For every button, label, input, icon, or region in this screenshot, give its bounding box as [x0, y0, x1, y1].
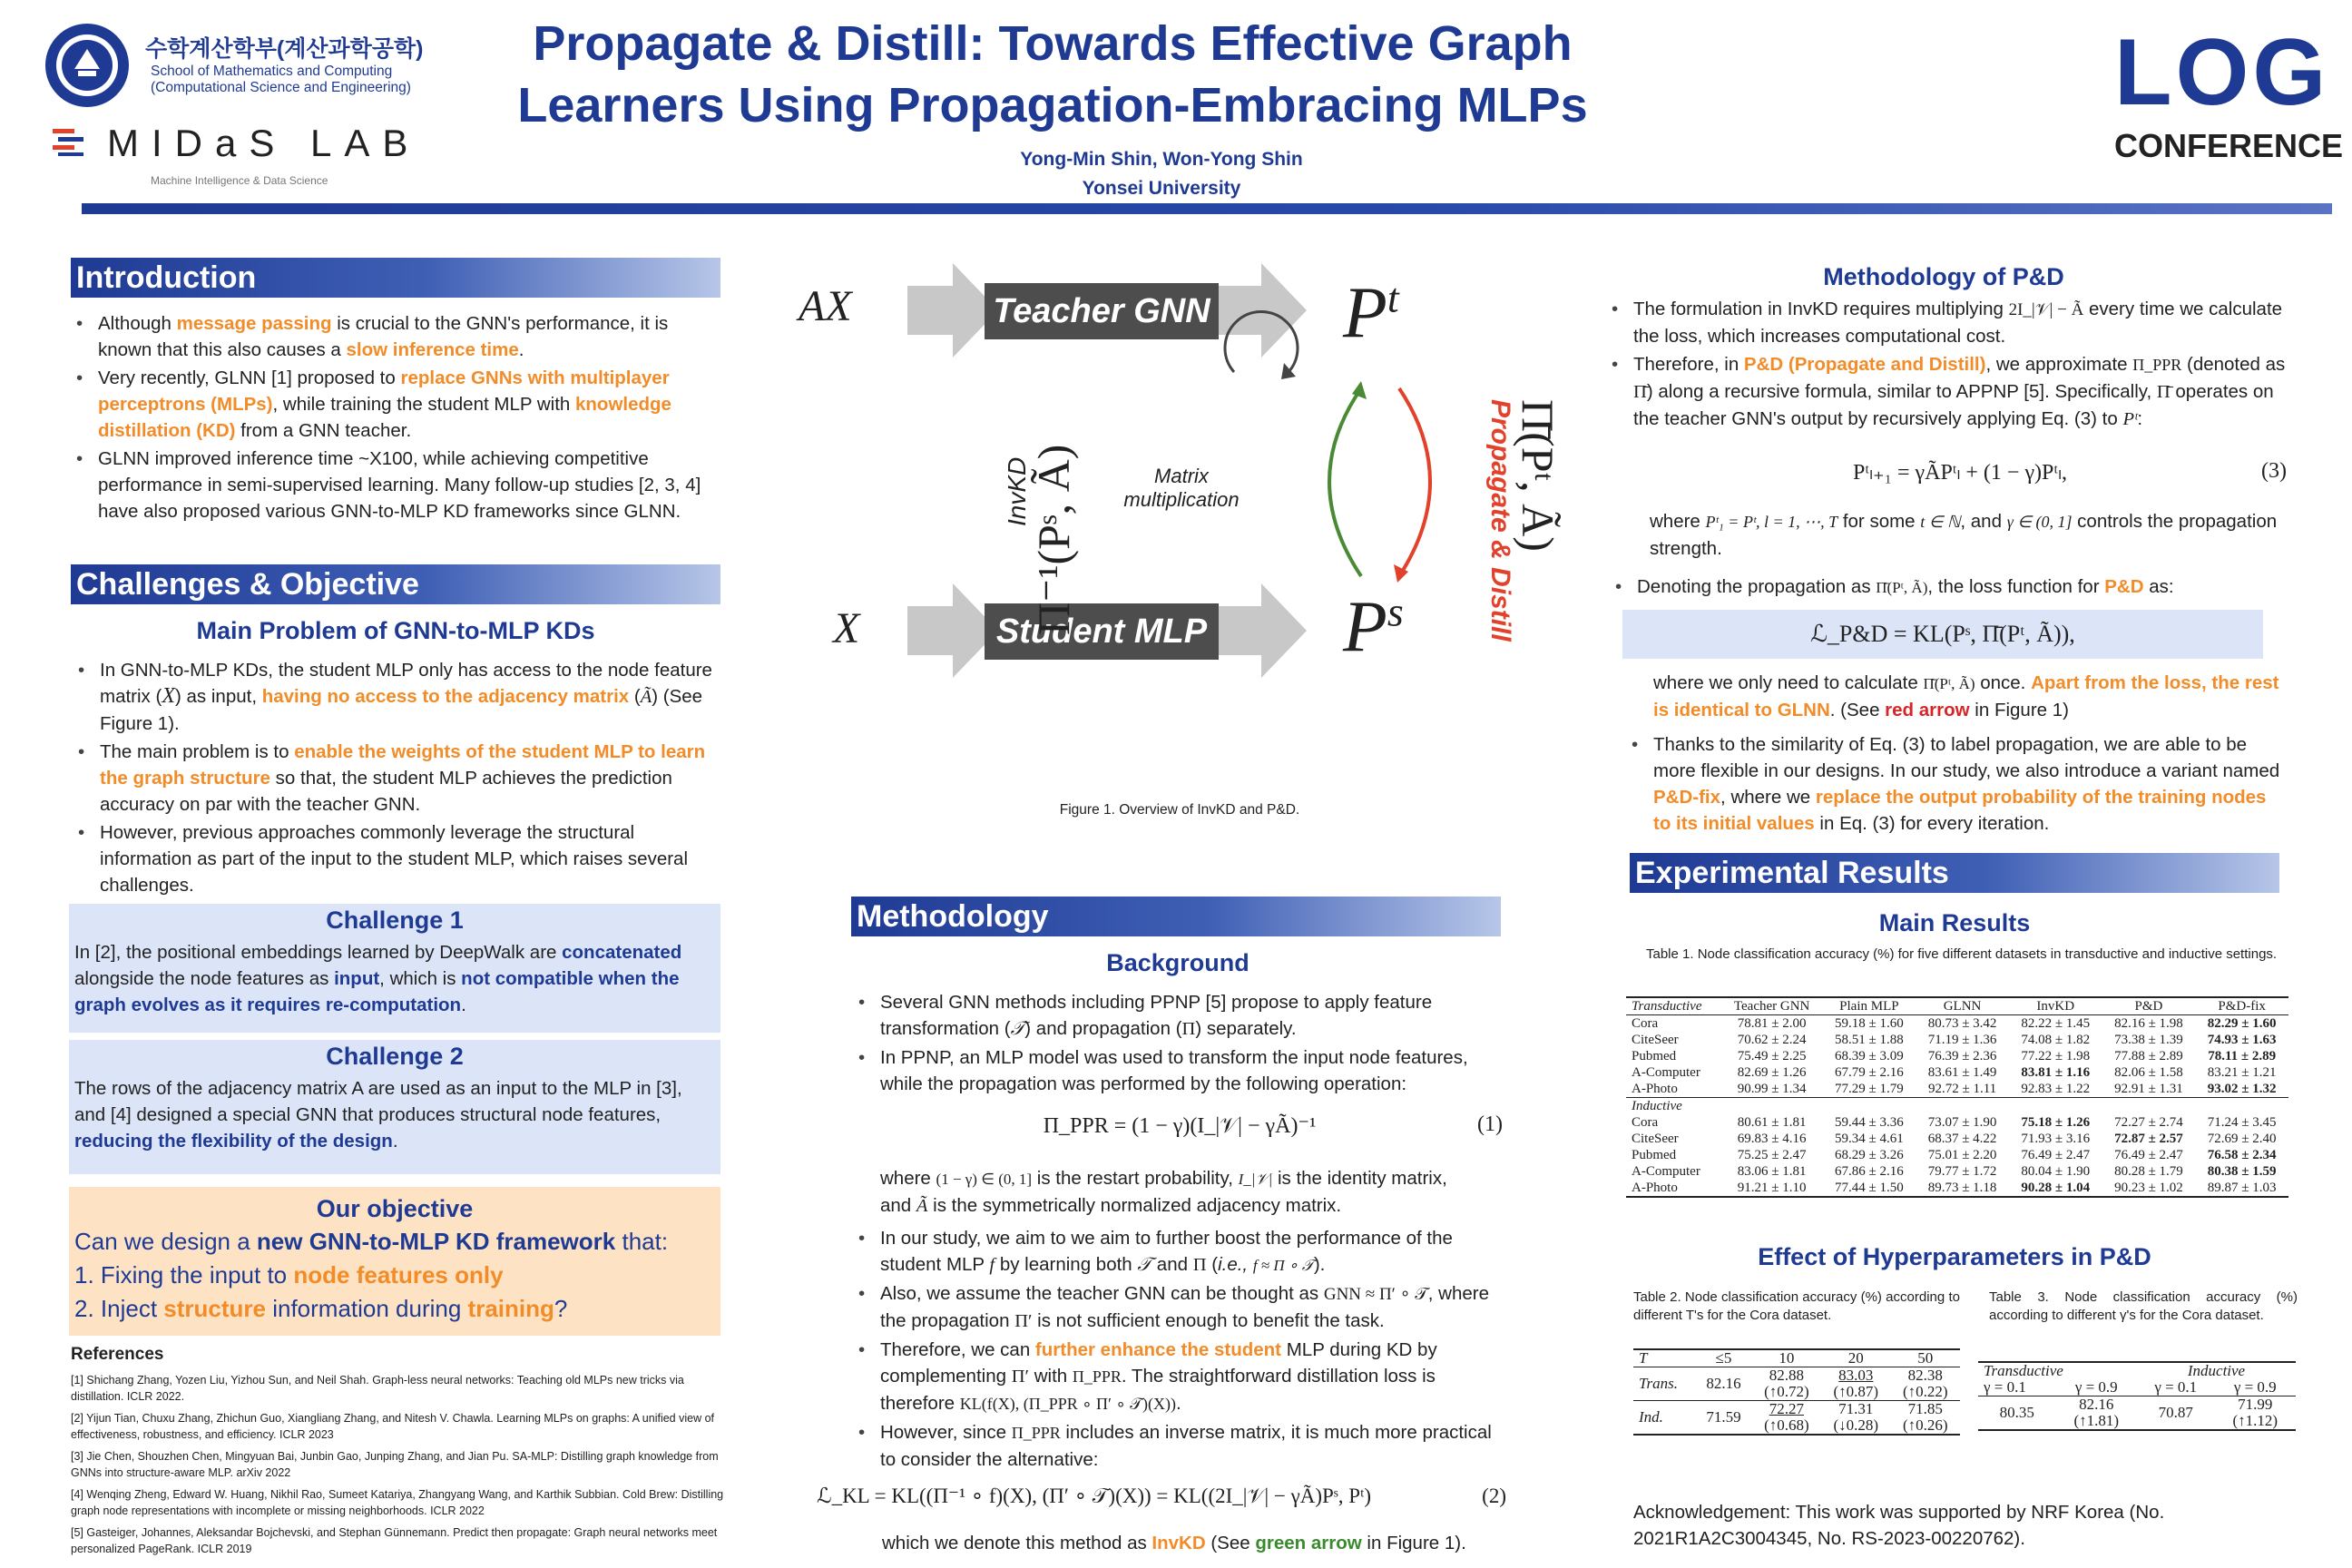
pd-bullet-2: • Therefore, in P&D (Propagate and Distill), we approximate Π_PPR (denoted as Π̄) along a recursive formula, similar to APPNP [5]. Specifically, Π̄ operates on the teacher GNN's output by recursively applying Eq. (3) to Pᵗ:	[1606, 351, 2296, 433]
title-line-1: Propagate & Distill: Towards Effective Graph	[533, 16, 1573, 71]
table-1-header: Transductive	[1632, 999, 1702, 1014]
reference-item: [1] Shichang Zhang, Yozen Liu, Yizhou Sun, and Neil Shah. Graph-less neural networks: Teaching old MLPs new tricks via distillation. ICLR 2022.	[71, 1374, 684, 1403]
table-1-cell: 72.87 ± 2.57	[2114, 1132, 2183, 1146]
intro-list	[71, 310, 706, 526]
references-list	[71, 1372, 724, 1557]
invkd-label: InvKD	[1003, 456, 1031, 526]
table-1-cell: 82.29 ± 1.60	[2207, 1016, 2277, 1031]
table-3-header: γ = 0.9	[2233, 1378, 2277, 1396]
table-1-cell: Cora	[1632, 1016, 1659, 1031]
eq-1-where: where (1 − γ) ∈ (0, 1] is the restart probability, I_|𝒱| is the identity matrix, and Ã is the symmetrically normalized adjacency matrix.	[880, 1168, 1447, 1216]
fig-ps-label: $P^s$	[1343, 587, 1404, 667]
table-2-cell: 71.85 (↑0.26)	[1902, 1400, 1948, 1434]
pd-bullet-4: • Thanks to the similarity of Eq. (3) to label propagation, we are able to be more flexible in our designs. In our study, we also introduce a variant named P&D-fix, where we replace the output probability of the training nodes to its initial values in Eq. (3) for every iteration.	[1626, 731, 2288, 837]
background-bullet-4: • Also, we assume the teacher GNN can be thought as GNN ≈ Π′ ∘ 𝒯, where the propagation Π′ is not sufficient enough to benefit the task.	[853, 1280, 1506, 1335]
table-1-cell: 76.39 ± 2.36	[1927, 1049, 1997, 1063]
table-1-cell: 74.93 ± 1.63	[2207, 1033, 2277, 1047]
table-1-cell: 71.24 ± 3.45	[2207, 1115, 2277, 1130]
table-3-cell: 70.87	[2158, 1404, 2193, 1421]
table-1-header: Teacher GNN	[1733, 999, 1810, 1014]
table-1-cell: 92.91 ± 1.31	[2114, 1082, 2183, 1096]
table-3-header: γ = 0.9	[2074, 1378, 2118, 1396]
table-1-cell: 71.93 ± 3.16	[2021, 1132, 2091, 1146]
lab-subtitle: Machine Intelligence & Data Science	[151, 174, 328, 187]
table-1-cell: 83.61 ± 1.49	[1927, 1065, 1997, 1080]
table-1-cell: 77.44 ± 1.50	[1835, 1181, 1904, 1195]
table-3-header: γ = 0.1	[2154, 1378, 2198, 1396]
hyperparameters-heading: Effect of Hyperparameters in P&D	[1758, 1243, 2151, 1270]
pd-list-3	[1626, 731, 2288, 838]
table-1-cell: Pubmed	[1632, 1049, 1677, 1063]
header-rule	[82, 203, 2332, 214]
table-2-row-label: Ind.	[1639, 1408, 1663, 1426]
eq-2-after: which we denote this method as InvKD (See green arrow in Figure 1).	[882, 1533, 1466, 1553]
table-1-cell: 67.79 ± 2.16	[1835, 1065, 1904, 1080]
background-bullet-3: • In our study, we aim to we aim to further boost the performance of the student MLP f by learning both 𝒯 and Π (i.e., f ≈ Π ∘ 𝒯).	[853, 1225, 1506, 1279]
challenge-2-title: Challenge 2	[326, 1043, 464, 1070]
university-logo	[44, 22, 131, 109]
figure-1	[780, 254, 1597, 681]
figure-1-caption: Figure 1. Overview of InvKD and P&D.	[1059, 802, 1300, 818]
table-1-cell: 89.87 ± 1.03	[2207, 1181, 2277, 1195]
table-1-cell: 58.51 ± 1.88	[1835, 1033, 1904, 1047]
table-2-cell: 82.88 (↑0.72)	[1764, 1367, 1809, 1400]
background-bullet-6: • However, since Π_PPR includes an inverse matrix, it is much more practical to consider the alternative:	[853, 1419, 1506, 1473]
table-2	[1633, 1348, 1960, 1436]
challenge-bullet-2: • The main problem is to enable the weights of the student MLP to learn the graph structure so that, the student MLP achieves the prediction accuracy on par with the teacher GNN.	[73, 739, 726, 818]
references	[71, 1345, 724, 1563]
table-2-cell: 72.27 (↑0.68)	[1764, 1400, 1809, 1434]
eq-1: Π_PPR = (1 − γ)(I_|𝒱| − γÃ)⁻¹ (1)	[1043, 1112, 1503, 1138]
pd-formula: Π̄(Pᵗ, Ã)	[1513, 399, 1563, 552]
table-2-header: 50	[1917, 1349, 1934, 1367]
table-1-cell: 79.77 ± 1.72	[1927, 1164, 1997, 1179]
intro-bullet-2: • Very recently, GLNN [1] proposed to replace GNNs with multiplayer perceptrons (MLPs), while training the student MLP with knowledge distillation (KD) from a GNN teacher.	[71, 365, 706, 444]
background-bullet-1: • Several GNN methods including PPNP [5] propose to apply feature transformation (𝒯) and propagation (Π) separately.	[853, 989, 1506, 1043]
challenge-bullet-3: • However, previous approaches commonly leverage the structural information as part of the input to the student MLP, which raises several challenges.	[73, 819, 726, 898]
table-1-cell: 76.49 ± 2.47	[2114, 1148, 2183, 1162]
table-1-cell: 80.38 ± 1.59	[2207, 1164, 2277, 1179]
table-1-row	[1626, 1131, 2288, 1147]
table-1-row	[1626, 1032, 2288, 1048]
table-3-caption: Table 3. Node classification accuracy (%) according to different γ's for the Cora dataset.	[1989, 1289, 2298, 1323]
challenge-1-title: Challenge 1	[326, 906, 464, 934]
table-2-cell: 82.38 (↑0.22)	[1902, 1367, 1948, 1400]
table-1-header: Plain MLP	[1839, 999, 1899, 1014]
table-2-caption: Table 2. Node classification accuracy (%) according to different T's for the Cora dataset.	[1633, 1289, 1960, 1323]
background-bullet-2: • In PPNP, an MLP model was used to transform the input node features, while the propagation was performed by the following operation:	[853, 1044, 1506, 1097]
pd-list-1	[1606, 296, 2296, 435]
fig-pt-label: $P^t$	[1343, 273, 1399, 353]
table-1-header: P&D	[2134, 999, 2163, 1014]
table-1-cell: 73.38 ± 1.39	[2114, 1033, 2183, 1047]
table-2-header: ≤5	[1715, 1349, 1732, 1367]
inv-formula: Π⁻¹(Pˢ, Ã)	[1028, 444, 1079, 635]
title-line-2: Learners Using Propagation-Embracing MLPs	[517, 78, 1588, 132]
table-1-cell: 90.28 ± 1.04	[2021, 1181, 2091, 1195]
table-1-cell: 93.02 ± 1.32	[2207, 1082, 2277, 1096]
table-1-cell: 75.01 ± 2.20	[1927, 1148, 1997, 1162]
pd-red-arrow	[1399, 388, 1430, 576]
table-1-cell: 89.73 ± 1.18	[1927, 1181, 1997, 1195]
table-1-caption: Table 1. Node classification accuracy (%) for five different datasets in transductive and inductive settings.	[1646, 946, 2278, 962]
objective-line-3: 2. Inject structure information during training?	[74, 1295, 568, 1322]
conference-logo	[2114, 20, 2344, 171]
table-1	[1626, 996, 2288, 1198]
lab-logo-icon	[53, 129, 85, 156]
table-1-cell: 83.81 ± 1.16	[2021, 1065, 2091, 1080]
eq-4: ℒ_P&D = KL(Pˢ, Π̄(Pᵗ, Ã)),	[1622, 610, 2263, 659]
table-3-cell: 82.16 (↑1.81)	[2073, 1396, 2120, 1429]
pd-list-2	[1610, 573, 2299, 603]
table-1-cell: 92.72 ± 1.11	[1927, 1082, 1997, 1096]
reference-item: [2] Yijun Tian, Chuxu Zhang, Zhichun Guo, Xiangliang Zhang, and Nitesh V. Chawla. Learning MLPs on graphs: A unified view of effectiveness, robustness, and efficiency. ICLR 2023	[71, 1412, 715, 1441]
challenge-2-box	[69, 1040, 720, 1174]
eq-4-after: where we only need to calculate Π̄(Pᵗ, Ã) once. Apart from the loss, the rest is identical to GLNN. (See red arrow in Figure 1)	[1653, 672, 2279, 720]
objective-line-1: Can we design a new GNN-to-MLP KD framework that:	[74, 1228, 669, 1255]
table-1-row	[1626, 1015, 2288, 1033]
eq-3: Pᵗₗ₊₁ = γÃPᵗₗ + (1 − γ)Pᵗₗ, (3)	[1853, 459, 2287, 485]
table-1-header: InvKD	[2036, 999, 2075, 1014]
table-1-cell: 82.22 ± 1.45	[2021, 1016, 2091, 1031]
table-1-cell: 59.34 ± 4.61	[1835, 1132, 1904, 1146]
table-1-row	[1626, 1147, 2288, 1163]
table-3-transductive: Transductive	[1984, 1362, 2063, 1379]
table-1-cell: 80.28 ± 1.79	[2114, 1164, 2183, 1179]
table-1-cell: 68.29 ± 3.26	[1835, 1148, 1904, 1162]
table-1-cell: 78.11 ± 2.89	[2208, 1049, 2277, 1063]
reference-item: [3] Jie Chen, Shouzhen Chen, Mingyuan Bai, Junbin Gao, Junping Zhang, and Jian Pu. SA-MLP: Distilling graph knowledge from GNNs into structure-aware MLP. arXiv 2022	[71, 1450, 719, 1479]
challenges-list	[73, 657, 726, 900]
table-1-cell: 70.62 ± 2.24	[1737, 1033, 1807, 1047]
objective-title: Our objective	[316, 1195, 474, 1222]
table-1-cell: CiteSeer	[1632, 1033, 1679, 1047]
challenge-1-text: In [2], the positional embeddings learned by DeepWalk are concatenated alongside the node features as input, which is not compatible when the graph evolves as it requires re-computation.	[74, 942, 682, 1015]
table-1-row	[1626, 1114, 2288, 1131]
table-1-cell: 78.81 ± 2.00	[1737, 1016, 1807, 1031]
objective-line-2: 1. Fixing the input to node features only	[74, 1261, 504, 1289]
pd-bullet-1: • The formulation in InvKD requires multiplying 2I_|𝒱| − Ã every time we calculate the loss, which increases computational cost.	[1606, 296, 2296, 349]
reference-item: [4] Wenqing Zheng, Edward W. Huang, Nikhil Rao, Sumeet Katariya, Zhangyang Wang, and Karthik Subbian. Cold Brew: Distilling graph node representations with incomplete or missing neighborhoods. ICLR 2022	[71, 1488, 724, 1517]
table-1-header: GLNN	[1943, 999, 1982, 1014]
table-1-cell: A-Photo	[1632, 1082, 1678, 1096]
matrix-mult-label: Matrix multiplication	[1123, 465, 1240, 511]
table-1-cell: A-Computer	[1632, 1164, 1700, 1179]
affiliation: Yonsei University	[1082, 178, 1241, 199]
conf-logo-text: LOG	[2114, 20, 2330, 125]
student-mlp-label: Student MLP	[995, 612, 1208, 651]
table-1-inductive-label: Inductive	[1632, 1099, 1682, 1113]
table-2-row	[1633, 1367, 1960, 1401]
table-3-row	[1978, 1396, 2296, 1431]
table-1-cell: Pubmed	[1632, 1148, 1677, 1162]
table-1-cell: 80.61 ± 1.81	[1737, 1115, 1807, 1130]
table-1-cell: 68.37 ± 4.22	[1927, 1132, 1997, 1146]
table-2-row-label: Trans.	[1639, 1375, 1678, 1392]
table-2-row	[1633, 1401, 1960, 1436]
table-1-cell: 82.16 ± 1.98	[2114, 1016, 2183, 1031]
background-list-2	[853, 1225, 1506, 1475]
table-1-cell: 73.07 ± 1.90	[1927, 1115, 1997, 1130]
table-1-cell: 77.88 ± 2.89	[2114, 1049, 2183, 1063]
eq-2: ℒ_KL = KL((Π⁻¹ ∘ f)(X), (Π′ ∘ 𝒯)(X)) = KL((2I_|𝒱| − γÃ)Pˢ, Pᵗ) (2)	[817, 1485, 1506, 1507]
acknowledgement: Acknowledgement: This work was supported by NRF Korea (No. 2021R1A2C3004345, No. RS-2023-00220762).	[1633, 1502, 2165, 1549]
table-1-cell: 80.04 ± 1.90	[2021, 1164, 2091, 1179]
background-heading: Background	[1106, 949, 1250, 976]
table-1-cell: A-Computer	[1632, 1065, 1700, 1080]
table-2-header: 10	[1779, 1349, 1795, 1367]
table-1-cell: 83.21 ± 1.21	[2207, 1065, 2277, 1080]
table-1-cell: A-Photo	[1632, 1181, 1678, 1195]
table-1-cell: 77.22 ± 1.98	[2021, 1049, 2091, 1063]
table-2-cell: 83.03 (↑0.87)	[1833, 1367, 1879, 1400]
references-heading: References	[71, 1345, 164, 1364]
univ-korean: 수학계산학부(계산과학공학)	[145, 36, 424, 62]
background-list-1	[853, 989, 1506, 1099]
table-3	[1978, 1361, 2296, 1431]
table-1-cell: 77.29 ± 1.79	[1835, 1082, 1904, 1096]
results-heading: Experimental Results	[1630, 853, 2279, 893]
table-1-row	[1626, 1064, 2288, 1081]
table-1-cell: 90.99 ± 1.34	[1737, 1082, 1807, 1096]
table-3-cell: 71.99 (↑1.12)	[2232, 1396, 2278, 1429]
background-bullet-5: • Therefore, we can further enhance the student MLP during KD by complementing Π′ with Π_PPR. The straightforward distillation loss is therefore KL(f(X), (Π_PPR ∘ Π′ ∘ 𝒯)(X)).	[853, 1337, 1506, 1417]
table-2-header: 20	[1847, 1349, 1864, 1367]
table-1-row	[1626, 1048, 2288, 1064]
table-3-cell: 80.35	[1999, 1404, 2034, 1421]
table-1-cell: 68.39 ± 3.09	[1835, 1049, 1904, 1063]
table-1-cell: Cora	[1632, 1115, 1659, 1130]
authors: Yong-Min Shin, Won-Yong Shin	[1020, 149, 1303, 170]
table-1-cell: 75.18 ± 1.26	[2021, 1115, 2091, 1130]
table-1-cell: 75.49 ± 2.25	[1737, 1049, 1807, 1063]
intro-bullet-1: • Although message passing is crucial to the GNN's performance, it is known that this also causes a slow inference time.	[71, 310, 706, 363]
objective-box	[69, 1187, 720, 1336]
table-1-header: P&D-fix	[2218, 999, 2266, 1014]
table-3-header: γ = 0.1	[1984, 1378, 2026, 1396]
challenges-heading: Challenges & Objective	[71, 564, 720, 604]
invkd-green-arrow	[1329, 388, 1361, 576]
poster-title	[508, 13, 1597, 136]
eq-3-where: where Pᵗ₁ = Pᵗ, l = 1, ⋯, T for some t ∈ ℕ, and γ ∈ (0, 1] controls the propagation strength.	[1650, 511, 2278, 559]
table-1-cell: 59.18 ± 1.60	[1835, 1016, 1904, 1031]
table-1-cell: 76.58 ± 2.34	[2207, 1148, 2277, 1162]
main-results-heading: Main Results	[1878, 909, 2031, 936]
student-output-arrow	[1216, 583, 1307, 678]
intro-bullet-3: • GLNN improved inference time ~X100, while achieving competitive performance in semi-supervised learning. Many follow-up studies [2, 3, 4] have also proposed various GNN-to-MLP KD frameworks since GLNN.	[71, 446, 706, 524]
conf-label: CONFERENCE	[2114, 127, 2344, 164]
reference-item: [5] Gasteiger, Johannes, Aleksandar Bojchevski, and Stephan Günnemann. Predict then propagate: Graph neural networks meet personalized PageRank. ICLR 2019	[71, 1526, 718, 1555]
table-1-cell: 82.69 ± 1.26	[1737, 1065, 1807, 1080]
univ-line1: School of Mathematics and Computing	[151, 64, 393, 79]
table-1-cell: 74.08 ± 1.82	[2021, 1033, 2091, 1047]
table-1-cell: 90.23 ± 1.02	[2114, 1181, 2183, 1195]
challenge-2-text: The rows of the adjacency matrix A are used as an input to the MLP in [3], and [4] designed a special GNN that produces structural node features, reducing the flexibility of the design.	[74, 1078, 682, 1152]
table-1-cell: CiteSeer	[1632, 1132, 1679, 1146]
pd-label: Propagate & Distill	[1485, 399, 1515, 642]
table-1-cell: 92.83 ± 1.22	[2021, 1082, 2091, 1096]
intro-heading: Introduction	[71, 258, 720, 298]
table-1-cell: 91.21 ± 1.10	[1737, 1181, 1807, 1195]
table-1-cell: 72.27 ± 2.74	[2114, 1115, 2183, 1130]
table-3-inductive: Inductive	[2187, 1362, 2246, 1379]
table-2-header: T	[1639, 1349, 1648, 1367]
table-1-cell: 67.86 ± 2.16	[1835, 1164, 1904, 1179]
teacher-output-arrow	[1216, 263, 1307, 358]
table-2-cell: 82.16	[1706, 1375, 1741, 1392]
table-2-cell: 71.31 (↓0.28)	[1833, 1400, 1879, 1434]
table-1-cell: 76.49 ± 2.47	[2021, 1148, 2091, 1162]
teacher-gnn-label: Teacher GNN	[993, 292, 1210, 330]
challenge-1-box	[69, 904, 720, 1033]
table-1-row	[1626, 1163, 2288, 1180]
pd-bullet-3: • Denoting the propagation as Π̄(Pᵗ, Ã), the loss function for P&D as:	[1610, 573, 2299, 601]
table-1-cell: 83.06 ± 1.81	[1737, 1164, 1807, 1179]
univ-line2: (Computational Science and Engineering)	[151, 80, 411, 95]
table-1-cell: 72.69 ± 2.40	[2207, 1132, 2277, 1146]
table-1-row	[1626, 1081, 2288, 1098]
table-1-cell: 69.83 ± 4.16	[1737, 1132, 1807, 1146]
methodology-heading: Methodology	[851, 897, 1501, 936]
table-1-cell: 59.44 ± 3.36	[1835, 1115, 1904, 1130]
lab-name: MIDaS LAB	[107, 122, 421, 164]
table-1-cell: 75.25 ± 2.47	[1737, 1148, 1807, 1162]
fig-x-label: X	[833, 604, 860, 652]
table-1-cell: 71.19 ± 1.36	[1927, 1033, 1997, 1047]
pd-heading: Methodology of P&D	[1823, 263, 2064, 290]
table-2-cell: 71.59	[1706, 1408, 1741, 1426]
table-1-cell: 82.06 ± 1.58	[2114, 1065, 2183, 1080]
table-1-cell: 80.73 ± 3.42	[1927, 1016, 1997, 1031]
challenge-bullet-1: • In GNN-to-MLP KDs, the student MLP only has access to the node feature matrix (X) as input, having no access to the adjacency matrix (Ã) (See Figure 1).	[73, 657, 726, 737]
main-problem-heading: Main Problem of GNN-to-MLP KDs	[196, 617, 595, 644]
table-1-row	[1626, 1180, 2288, 1197]
fig-ax-label: AX	[799, 282, 852, 330]
